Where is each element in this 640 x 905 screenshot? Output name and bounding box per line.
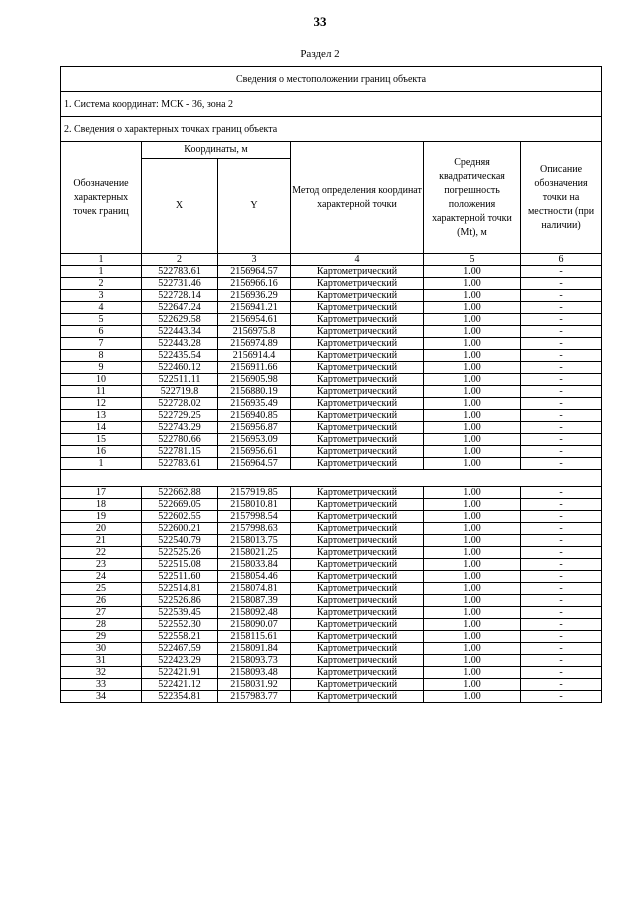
method-cell: Картометрический xyxy=(291,655,424,667)
point-id-cell: 2 xyxy=(61,278,142,290)
error-cell: 1.00 xyxy=(424,422,521,434)
x-coord-cell: 522539.45 xyxy=(142,607,218,619)
x-coord-cell: 522526.86 xyxy=(142,595,218,607)
method-cell: Картометрический xyxy=(291,278,424,290)
y-coord-cell: 2158013.75 xyxy=(218,535,291,547)
table-row xyxy=(61,302,602,314)
point-id-cell: 10 xyxy=(61,374,142,386)
y-coord-cell: 2156956.87 xyxy=(218,422,291,434)
description-cell: - xyxy=(521,350,602,362)
error-cell: 1.00 xyxy=(424,374,521,386)
description-cell: - xyxy=(521,571,602,583)
method-cell: Картометрический xyxy=(291,326,424,338)
table-row xyxy=(61,583,602,595)
point-id-cell: 1 xyxy=(61,458,142,470)
method-cell: Картометрический xyxy=(291,422,424,434)
description-cell: - xyxy=(521,302,602,314)
description-cell: - xyxy=(521,691,602,703)
y-coord-cell: 2158054.46 xyxy=(218,571,291,583)
table-row xyxy=(61,643,602,655)
y-coord-cell: 2157998.63 xyxy=(218,523,291,535)
header-x: X xyxy=(142,159,218,254)
error-cell: 1.00 xyxy=(424,523,521,535)
error-cell: 1.00 xyxy=(424,499,521,511)
table-row xyxy=(61,410,602,422)
y-coord-cell: 2157919.85 xyxy=(218,487,291,499)
method-cell: Картометрический xyxy=(291,595,424,607)
table-row xyxy=(61,487,602,499)
method-cell: Картометрический xyxy=(291,374,424,386)
description-cell: - xyxy=(521,446,602,458)
error-cell: 1.00 xyxy=(424,302,521,314)
x-coord-cell: 522729.25 xyxy=(142,410,218,422)
section-label: Раздел 2 xyxy=(300,48,340,60)
y-coord-cell: 2158090.07 xyxy=(218,619,291,631)
method-cell: Картометрический xyxy=(291,302,424,314)
x-coord-cell: 522669.05 xyxy=(142,499,218,511)
description-cell: - xyxy=(521,643,602,655)
point-id-cell: 14 xyxy=(61,422,142,434)
method-cell: Картометрический xyxy=(291,386,424,398)
table-row xyxy=(61,667,602,679)
error-cell: 1.00 xyxy=(424,559,521,571)
x-coord-cell: 522558.21 xyxy=(142,631,218,643)
method-cell: Картометрический xyxy=(291,547,424,559)
description-cell: - xyxy=(521,458,602,470)
header-coordinates: Координаты, м xyxy=(142,142,291,159)
table-row xyxy=(61,499,602,511)
point-id-cell: 13 xyxy=(61,410,142,422)
page-number: 33 xyxy=(313,14,327,29)
x-coord-cell: 522783.61 xyxy=(142,458,218,470)
table-row xyxy=(61,386,602,398)
description-cell: - xyxy=(521,266,602,278)
x-coord-cell: 522600.21 xyxy=(142,523,218,535)
header-method: Метод определения координат характерной точки xyxy=(291,142,424,254)
description-cell: - xyxy=(521,655,602,667)
point-id-cell: 5 xyxy=(61,314,142,326)
y-coord-cell: 2158093.48 xyxy=(218,667,291,679)
method-cell: Картометрический xyxy=(291,446,424,458)
column-number: 2 xyxy=(142,254,218,266)
description-cell: - xyxy=(521,326,602,338)
point-id-cell: 23 xyxy=(61,559,142,571)
y-coord-cell: 2156911.66 xyxy=(218,362,291,374)
point-id-cell: 18 xyxy=(61,499,142,511)
y-coord-cell: 2156936.29 xyxy=(218,290,291,302)
method-cell: Картометрический xyxy=(291,499,424,511)
method-cell: Картометрический xyxy=(291,338,424,350)
table-row xyxy=(61,362,602,374)
description-cell: - xyxy=(521,410,602,422)
error-cell: 1.00 xyxy=(424,278,521,290)
description-cell: - xyxy=(521,511,602,523)
table-row xyxy=(61,559,602,571)
x-coord-cell: 522781.15 xyxy=(142,446,218,458)
table-row xyxy=(61,679,602,691)
description-cell: - xyxy=(521,499,602,511)
point-id-cell: 8 xyxy=(61,350,142,362)
column-number: 3 xyxy=(218,254,291,266)
x-coord-cell: 522783.61 xyxy=(142,266,218,278)
y-coord-cell: 2156914.4 xyxy=(218,350,291,362)
error-cell: 1.00 xyxy=(424,434,521,446)
description-cell: - xyxy=(521,547,602,559)
method-cell: Картометрический xyxy=(291,643,424,655)
empty-cell xyxy=(61,470,602,487)
header-error: Средняя квадратическая погрешность положения характерной точки (Mt), м xyxy=(424,142,521,254)
error-cell: 1.00 xyxy=(424,511,521,523)
point-id-cell: 34 xyxy=(61,691,142,703)
method-cell: Картометрический xyxy=(291,583,424,595)
x-coord-cell: 522467.59 xyxy=(142,643,218,655)
x-coord-cell: 522443.34 xyxy=(142,326,218,338)
x-coord-cell: 522780.66 xyxy=(142,434,218,446)
y-coord-cell: 2158087.39 xyxy=(218,595,291,607)
x-coord-cell: 522435.54 xyxy=(142,350,218,362)
error-cell: 1.00 xyxy=(424,691,521,703)
error-cell: 1.00 xyxy=(424,326,521,338)
method-cell: Картометрический xyxy=(291,362,424,374)
table-row xyxy=(61,535,602,547)
table-row xyxy=(61,434,602,446)
y-coord-cell: 2158093.73 xyxy=(218,655,291,667)
x-coord-cell: 522511.11 xyxy=(142,374,218,386)
error-cell: 1.00 xyxy=(424,631,521,643)
point-id-cell: 24 xyxy=(61,571,142,583)
method-cell: Картометрический xyxy=(291,631,424,643)
x-coord-cell: 522421.91 xyxy=(142,667,218,679)
y-coord-cell: 2156880.19 xyxy=(218,386,291,398)
table-row xyxy=(61,655,602,667)
x-coord-cell: 522602.55 xyxy=(142,511,218,523)
error-cell: 1.00 xyxy=(424,643,521,655)
group-separator-row xyxy=(61,470,602,487)
table-row xyxy=(61,595,602,607)
description-cell: - xyxy=(521,374,602,386)
point-id-cell: 12 xyxy=(61,398,142,410)
table-row xyxy=(61,338,602,350)
description-cell: - xyxy=(521,523,602,535)
error-cell: 1.00 xyxy=(424,535,521,547)
point-id-cell: 19 xyxy=(61,511,142,523)
y-coord-cell: 2156964.57 xyxy=(218,458,291,470)
x-coord-cell: 522515.08 xyxy=(142,559,218,571)
error-cell: 1.00 xyxy=(424,362,521,374)
method-cell: Картометрический xyxy=(291,487,424,499)
table-row xyxy=(61,422,602,434)
method-cell: Картометрический xyxy=(291,314,424,326)
table-row xyxy=(61,511,602,523)
point-id-cell: 21 xyxy=(61,535,142,547)
error-cell: 1.00 xyxy=(424,410,521,422)
point-id-cell: 11 xyxy=(61,386,142,398)
description-cell: - xyxy=(521,422,602,434)
x-coord-cell: 522743.29 xyxy=(142,422,218,434)
y-coord-cell: 2156941.21 xyxy=(218,302,291,314)
y-coord-cell: 2158010.81 xyxy=(218,499,291,511)
error-cell: 1.00 xyxy=(424,398,521,410)
method-cell: Картометрический xyxy=(291,607,424,619)
point-id-cell: 3 xyxy=(61,290,142,302)
description-cell: - xyxy=(521,386,602,398)
method-cell: Картометрический xyxy=(291,410,424,422)
method-cell: Картометрический xyxy=(291,691,424,703)
table-row xyxy=(61,446,602,458)
error-cell: 1.00 xyxy=(424,571,521,583)
y-coord-cell: 2156905.98 xyxy=(218,374,291,386)
table-row xyxy=(61,314,602,326)
table-row xyxy=(61,547,602,559)
error-cell: 1.00 xyxy=(424,487,521,499)
error-cell: 1.00 xyxy=(424,607,521,619)
error-cell: 1.00 xyxy=(424,679,521,691)
x-coord-cell: 522514.81 xyxy=(142,583,218,595)
x-coord-cell: 522443.28 xyxy=(142,338,218,350)
point-id-cell: 33 xyxy=(61,679,142,691)
error-cell: 1.00 xyxy=(424,350,521,362)
x-coord-cell: 522525.26 xyxy=(142,547,218,559)
point-id-cell: 22 xyxy=(61,547,142,559)
point-id-cell: 15 xyxy=(61,434,142,446)
y-coord-cell: 2158021.25 xyxy=(218,547,291,559)
table-row xyxy=(61,619,602,631)
error-cell: 1.00 xyxy=(424,266,521,278)
x-coord-cell: 522354.81 xyxy=(142,691,218,703)
x-coord-cell: 522540.79 xyxy=(142,535,218,547)
description-cell: - xyxy=(521,607,602,619)
x-coord-cell: 522552.30 xyxy=(142,619,218,631)
y-coord-cell: 2156954.61 xyxy=(218,314,291,326)
y-coord-cell: 2156966.16 xyxy=(218,278,291,290)
method-cell: Картометрический xyxy=(291,350,424,362)
column-number: 1 xyxy=(61,254,142,266)
description-cell: - xyxy=(521,667,602,679)
point-id-cell: 28 xyxy=(61,619,142,631)
point-id-cell: 4 xyxy=(61,302,142,314)
header-description: Описание обозначения точки на местности (при наличии) xyxy=(521,142,602,254)
table-title: Сведения о местоположении границ объекта xyxy=(61,67,602,92)
table-row xyxy=(61,607,602,619)
method-cell: Картометрический xyxy=(291,398,424,410)
method-cell: Картометрический xyxy=(291,523,424,535)
y-coord-cell: 2156964.57 xyxy=(218,266,291,278)
x-coord-cell: 522629.58 xyxy=(142,314,218,326)
table-row xyxy=(61,350,602,362)
boundary-points-table xyxy=(60,66,602,703)
x-coord-cell: 522460.12 xyxy=(142,362,218,374)
table-row xyxy=(61,523,602,535)
point-id-cell: 32 xyxy=(61,667,142,679)
x-coord-cell: 522647.24 xyxy=(142,302,218,314)
point-id-cell: 25 xyxy=(61,583,142,595)
method-cell: Картометрический xyxy=(291,679,424,691)
x-coord-cell: 522423.29 xyxy=(142,655,218,667)
method-cell: Картометрический xyxy=(291,511,424,523)
error-cell: 1.00 xyxy=(424,655,521,667)
description-cell: - xyxy=(521,679,602,691)
point-id-cell: 27 xyxy=(61,607,142,619)
x-coord-cell: 522662.88 xyxy=(142,487,218,499)
description-cell: - xyxy=(521,487,602,499)
point-id-cell: 6 xyxy=(61,326,142,338)
y-coord-cell: 2156975.8 xyxy=(218,326,291,338)
table-row xyxy=(61,398,602,410)
x-coord-cell: 522719.8 xyxy=(142,386,218,398)
x-coord-cell: 522421.12 xyxy=(142,679,218,691)
error-cell: 1.00 xyxy=(424,458,521,470)
description-cell: - xyxy=(521,535,602,547)
column-number: 5 xyxy=(424,254,521,266)
method-cell: Картометрический xyxy=(291,559,424,571)
description-cell: - xyxy=(521,559,602,571)
y-coord-cell: 2158115.61 xyxy=(218,631,291,643)
y-coord-cell: 2156953.09 xyxy=(218,434,291,446)
table-row xyxy=(61,266,602,278)
point-id-cell: 9 xyxy=(61,362,142,374)
y-coord-cell: 2158091.84 xyxy=(218,643,291,655)
points-title: 2. Сведения о характерных точках границ объекта xyxy=(61,117,602,142)
description-cell: - xyxy=(521,434,602,446)
method-cell: Картометрический xyxy=(291,571,424,583)
error-cell: 1.00 xyxy=(424,667,521,679)
description-cell: - xyxy=(521,314,602,326)
point-id-cell: 26 xyxy=(61,595,142,607)
error-cell: 1.00 xyxy=(424,547,521,559)
header-y: Y xyxy=(218,159,291,254)
table-row xyxy=(61,290,602,302)
description-cell: - xyxy=(521,338,602,350)
table-row xyxy=(61,691,602,703)
y-coord-cell: 2158033.84 xyxy=(218,559,291,571)
y-coord-cell: 2158074.81 xyxy=(218,583,291,595)
y-coord-cell: 2156974.89 xyxy=(218,338,291,350)
description-cell: - xyxy=(521,619,602,631)
coord-system: 1. Система координат: МСК - 36, зона 2 xyxy=(61,92,602,117)
y-coord-cell: 2156956.61 xyxy=(218,446,291,458)
x-coord-cell: 522728.02 xyxy=(142,398,218,410)
error-cell: 1.00 xyxy=(424,386,521,398)
method-cell: Картометрический xyxy=(291,266,424,278)
error-cell: 1.00 xyxy=(424,619,521,631)
y-coord-cell: 2158092.48 xyxy=(218,607,291,619)
description-cell: - xyxy=(521,398,602,410)
method-cell: Картометрический xyxy=(291,458,424,470)
point-id-cell: 30 xyxy=(61,643,142,655)
table-row xyxy=(61,326,602,338)
point-id-cell: 7 xyxy=(61,338,142,350)
table-row xyxy=(61,458,602,470)
column-numbers-row xyxy=(61,254,602,266)
error-cell: 1.00 xyxy=(424,314,521,326)
error-cell: 1.00 xyxy=(424,583,521,595)
table-row xyxy=(61,571,602,583)
description-cell: - xyxy=(521,583,602,595)
point-id-cell: 1 xyxy=(61,266,142,278)
table-row xyxy=(61,374,602,386)
method-cell: Картометрический xyxy=(291,535,424,547)
column-number: 4 xyxy=(291,254,424,266)
method-cell: Картометрический xyxy=(291,667,424,679)
error-cell: 1.00 xyxy=(424,290,521,302)
method-cell: Картометрический xyxy=(291,619,424,631)
x-coord-cell: 522511.60 xyxy=(142,571,218,583)
table-row xyxy=(61,631,602,643)
error-cell: 1.00 xyxy=(424,446,521,458)
point-id-cell: 17 xyxy=(61,487,142,499)
description-cell: - xyxy=(521,290,602,302)
description-cell: - xyxy=(521,631,602,643)
column-number: 6 xyxy=(521,254,602,266)
y-coord-cell: 2156935.49 xyxy=(218,398,291,410)
method-cell: Картометрический xyxy=(291,434,424,446)
y-coord-cell: 2156940.85 xyxy=(218,410,291,422)
error-cell: 1.00 xyxy=(424,595,521,607)
description-cell: - xyxy=(521,362,602,374)
x-coord-cell: 522728.14 xyxy=(142,290,218,302)
point-id-cell: 29 xyxy=(61,631,142,643)
y-coord-cell: 2158031.92 xyxy=(218,679,291,691)
point-id-cell: 20 xyxy=(61,523,142,535)
point-id-cell: 16 xyxy=(61,446,142,458)
x-coord-cell: 522731.46 xyxy=(142,278,218,290)
error-cell: 1.00 xyxy=(424,338,521,350)
header-designation: Обозначение характерных точек границ xyxy=(61,142,142,254)
description-cell: - xyxy=(521,595,602,607)
method-cell: Картометрический xyxy=(291,290,424,302)
table-row xyxy=(61,278,602,290)
y-coord-cell: 2157998.54 xyxy=(218,511,291,523)
y-coord-cell: 2157983.77 xyxy=(218,691,291,703)
description-cell: - xyxy=(521,278,602,290)
point-id-cell: 31 xyxy=(61,655,142,667)
